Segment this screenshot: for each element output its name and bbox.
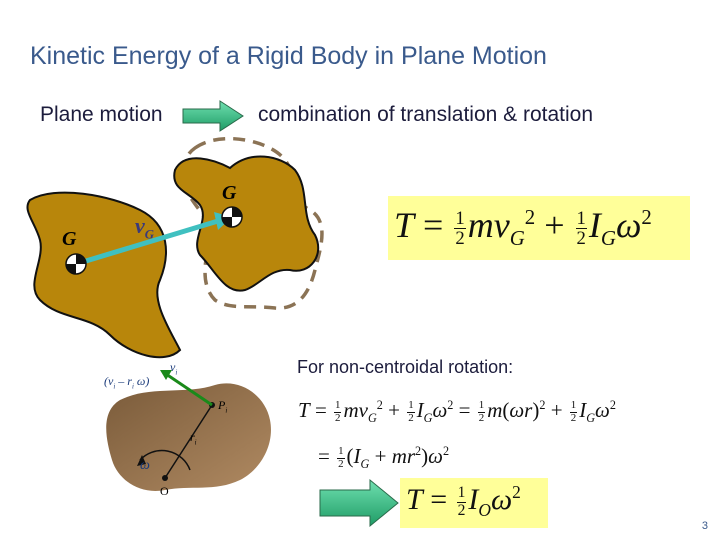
slide-title: Kinetic Energy of a Rigid Body in Plane Motion bbox=[30, 42, 547, 70]
main-equation: T = $\frac{1}{2}$ $mv_G^2$ + $\frac{1}{2}$ $I_G\omega^2$ bbox=[394, 205, 652, 251]
vi-label: $v_i$ bbox=[170, 360, 178, 377]
cm-marker-right-icon bbox=[222, 207, 242, 227]
pi-label: $P_i$ bbox=[218, 398, 228, 415]
plane-motion-label: Plane motion bbox=[40, 103, 163, 126]
origin-point bbox=[162, 475, 168, 481]
derivation-line-2: = $\frac{1}{2}$ $(I_G + mr^2)\omega^2$ bbox=[318, 444, 450, 472]
page-number: 3 bbox=[701, 520, 708, 532]
non-centroidal-heading: For non-centroidal rotation: bbox=[297, 357, 514, 377]
main-equation-box bbox=[388, 196, 690, 260]
ri-label: $r_i$ bbox=[190, 430, 197, 447]
g-right-label: G bbox=[222, 182, 237, 204]
origin-label: O bbox=[160, 484, 169, 498]
result-arrow-icon bbox=[320, 480, 398, 526]
derivation-line-1: T = $\frac{1}{2}$ $mv_G^2$ + $\frac{1}{2}$ $I_G\omega^2$ = $\frac{1}{2}$ $m(\omega r)^2$ + $\frac{1}{2}$ $I_G\omega^2$ bbox=[298, 398, 616, 426]
vg-label: $v_G$ bbox=[135, 213, 154, 242]
combination-label: combination of translation & rotation bbox=[258, 103, 594, 126]
g-left-label: G bbox=[62, 228, 77, 250]
cm-marker-left-icon bbox=[66, 254, 86, 274]
result-equation: T = $\frac{1}{2}$ $I_O\omega^2$ bbox=[406, 482, 521, 520]
right-rigid-body bbox=[174, 156, 318, 290]
omega-label: ω bbox=[140, 458, 150, 473]
vi-component-label: ($v_i - r_i$ ω) bbox=[104, 374, 150, 391]
header-arrow-icon bbox=[183, 101, 243, 131]
result-equation-box bbox=[400, 478, 548, 528]
small-rigid-body bbox=[106, 383, 271, 491]
left-rigid-body bbox=[27, 193, 180, 358]
